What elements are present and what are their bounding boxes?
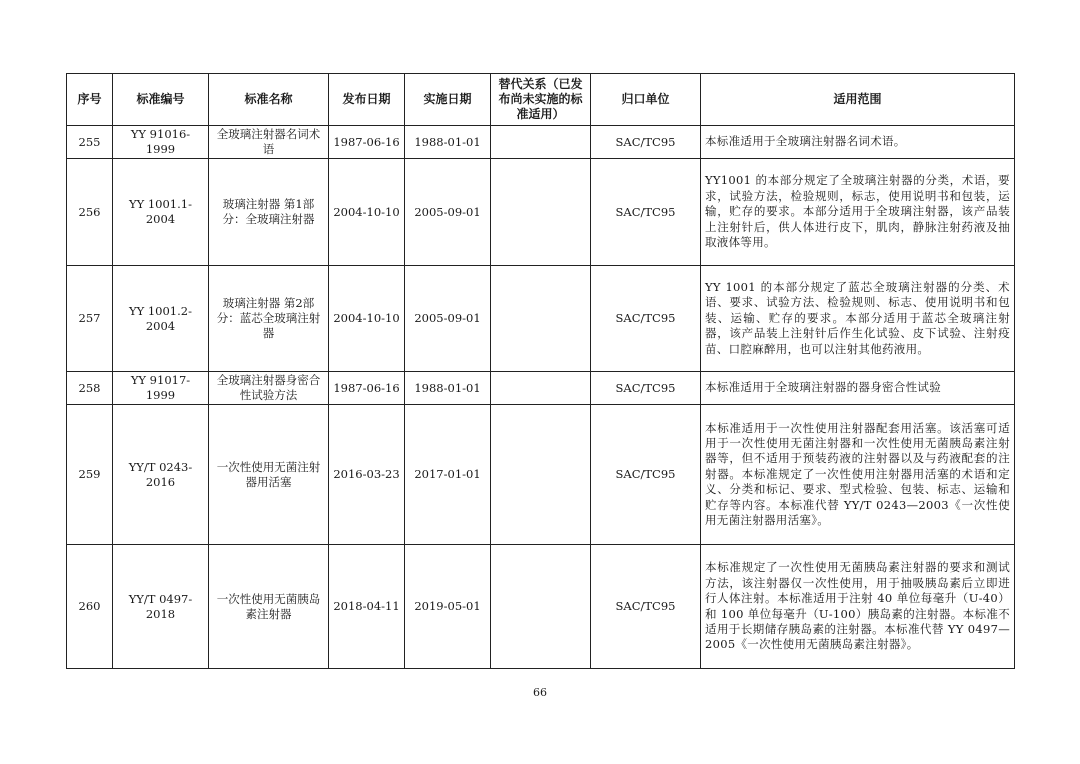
row-replacement [491,126,591,159]
row-published: 1987-06-16 [329,372,405,405]
table-row [67,126,1015,159]
row-replacement [491,159,591,266]
row-effective: 2019-05-01 [405,545,491,669]
row-no: 258 [67,372,113,405]
row-published: 2018-04-11 [329,545,405,669]
row-published: 2004-10-10 [329,266,405,372]
row-code: YY/T 0497-2018 [113,545,209,669]
row-no: 260 [67,545,113,669]
table-row [67,266,1015,372]
row-replacement [491,405,591,545]
row-name: 全玻璃注射器身密合性试验方法 [209,372,329,405]
row-code: YY 91016-1999 [113,126,209,159]
row-scope: 本标准适用于全玻璃注射器名词术语。 [701,126,1015,159]
header-scope: 适用范围 [701,74,1015,126]
table-row [67,545,1015,669]
row-replacement [491,372,591,405]
table-header-row [67,74,1015,126]
row-no: 256 [67,159,113,266]
row-name: 玻璃注射器 第1部分：全玻璃注射器 [209,159,329,266]
row-effective: 2005-09-01 [405,159,491,266]
row-name: 一次性使用无菌注射器用活塞 [209,405,329,545]
row-name: 一次性使用无菌胰岛素注射器 [209,545,329,669]
row-code: YY/T 0243-2016 [113,405,209,545]
row-scope: YY1001 的本部分规定了全玻璃注射器的分类，术语，要求，试验方法，检验规则，标志，使用说明书和包装，运输，贮存的要求。本部分适用于全玻璃注射器，该产品装上注射针后，供人体进行皮下，肌肉，静脉注射药液及抽取液体等用。 [701,159,1015,266]
header-code: 标准编号 [113,74,209,126]
table-row [67,405,1015,545]
row-scope: 本标准适用于全玻璃注射器的器身密合性试验 [701,372,1015,405]
header-replacement: 替代关系（已发布尚未实施的标准适用） [491,74,591,126]
row-no: 257 [67,266,113,372]
row-name: 玻璃注射器 第2部分：蓝芯全玻璃注射器 [209,266,329,372]
row-name: 全玻璃注射器名词术语 [209,126,329,159]
row-code: YY 1001.1-2004 [113,159,209,266]
row-unit: SAC/TC95 [591,372,701,405]
row-no: 259 [67,405,113,545]
row-published: 2016-03-23 [329,405,405,545]
row-no: 255 [67,126,113,159]
table-row [67,372,1015,405]
header-no: 序号 [67,74,113,126]
row-replacement [491,266,591,372]
row-code: YY 91017-1999 [113,372,209,405]
row-scope: 本标准规定了一次性使用无菌胰岛素注射器的要求和测试方法，该注射器仅一次性使用，用于抽吸胰岛素后立即进行人体注射。本标准适用于注射 40 单位每毫升（U-40）和 100 单位每毫升（U-100）胰岛素的注射器。本标准不适用于长期储存胰岛素的注射器。本标准代替 YY 0497—2005《一次性使用无菌胰岛素注射器》。 [701,545,1015,669]
row-effective: 2017-01-01 [405,405,491,545]
row-unit: SAC/TC95 [591,405,701,545]
header-name: 标准名称 [209,74,329,126]
table-row [67,159,1015,266]
row-scope: 本标准适用于一次性使用注射器配套用活塞。该活塞可适用于一次性使用无菌注射器和一次性使用无菌胰岛素注射器等，但不适用于预装药液的注射器以及与药液配套的注射器。本标准规定了一次性使用注射器用活塞的术语和定义、分类和标记、要求、型式检验、包装、标志、运输和贮存等内容。本标准代替 YY/T 0243—2003《一次性使用无菌注射器用活塞》。 [701,405,1015,545]
row-effective: 1988-01-01 [405,126,491,159]
header-effective: 实施日期 [405,74,491,126]
row-unit: SAC/TC95 [591,126,701,159]
row-effective: 1988-01-01 [405,372,491,405]
row-published: 1987-06-16 [329,126,405,159]
row-replacement [491,545,591,669]
standards-table [66,73,1015,669]
row-unit: SAC/TC95 [591,159,701,266]
row-scope: YY 1001 的本部分规定了蓝芯全玻璃注射器的分类、术语、要求、试验方法、检验规则、标志、使用说明书和包装、运输、贮存的要求。本部分适用于蓝芯全玻璃注射器，该产品装上注射针后作生化试验、皮下试验、注射疫苗、口腔麻醉用，也可以注射其他药液用。 [701,266,1015,372]
row-effective: 2005-09-01 [405,266,491,372]
header-unit: 归口单位 [591,74,701,126]
row-unit: SAC/TC95 [591,266,701,372]
page-number: 66 [533,686,547,699]
header-published: 发布日期 [329,74,405,126]
row-published: 2004-10-10 [329,159,405,266]
row-unit: SAC/TC95 [591,545,701,669]
row-code: YY 1001.2-2004 [113,266,209,372]
